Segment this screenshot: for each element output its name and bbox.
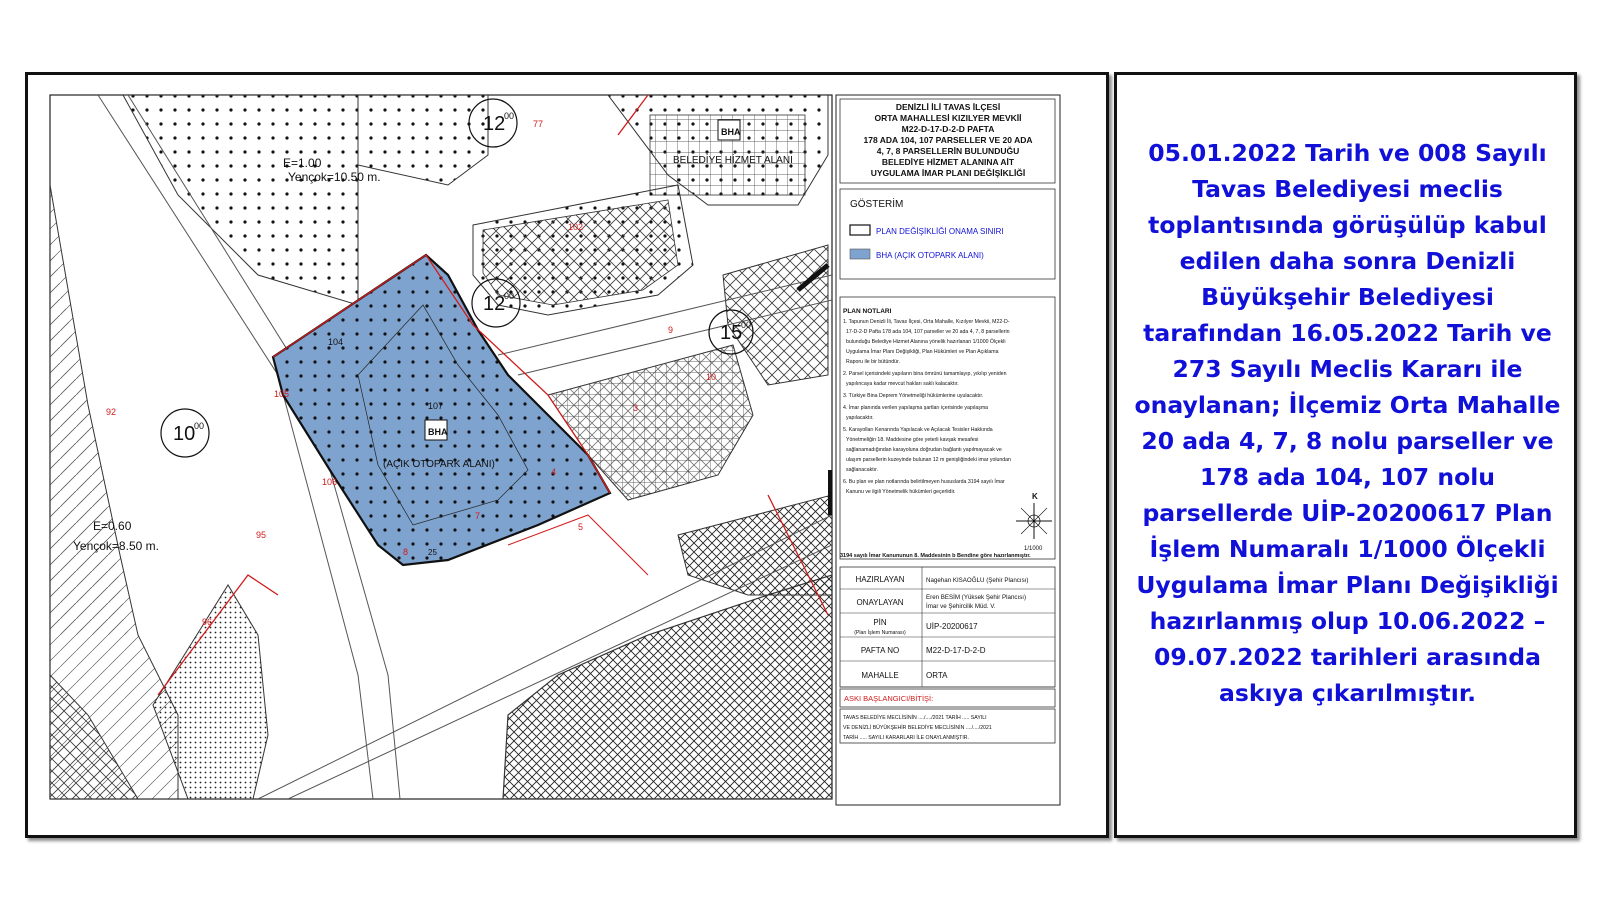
note-line: yapılıncaya kadar mevcut hakları saklı kalacaktır. xyxy=(846,381,959,387)
onaylayan-label: ONAYLAYAN xyxy=(856,598,904,607)
far-label: E=1.00 xyxy=(283,156,322,170)
note-line: sağlanacaktır. xyxy=(846,467,879,473)
pafta-value: M22-D-17-D-2-D xyxy=(926,646,986,655)
road-width-sup: 00 xyxy=(504,291,515,301)
onaylayan-value: İmar ve Şehircilik Müd. V. xyxy=(926,603,996,610)
road-width-sup: 00 xyxy=(504,111,515,121)
approval-note-line: TARİH ..... SAYILI KARARLARI İLE ONAYLANMIŞTIR. xyxy=(843,735,969,741)
note-line: 4. İmar planında verilen yapılaşma şartları içerisinde yapılaşma xyxy=(843,405,989,411)
parcel-number: 92 xyxy=(106,407,117,417)
hazirlayan-label: HAZIRLAYAN xyxy=(855,575,905,584)
legend-boundary-label: PLAN DEĞİŞİKLİĞİ ONAMA SINIRI xyxy=(876,227,1004,236)
parcel-number: 7 xyxy=(475,511,481,521)
parcel-number: 25 xyxy=(428,548,437,557)
parcel-number: 104 xyxy=(328,337,344,347)
parcel-number: 105 xyxy=(274,389,290,399)
parcel-number: 95 xyxy=(256,530,267,540)
service-area-label: BELEDİYE HİZMET ALANI xyxy=(673,155,793,166)
aski-label: ASKI BAŞLANGICI/BİTİŞİ: xyxy=(844,694,934,703)
parcel-number: 5 xyxy=(578,522,584,532)
note-line: Raporu ile bir bütündür. xyxy=(846,359,900,365)
parking-label: (AÇIK OTOPARK ALANI) xyxy=(383,459,495,470)
zoning-plan-panel xyxy=(25,72,1109,838)
height-label: Yençok=10.50 m. xyxy=(288,170,381,184)
parcel-number: 106 xyxy=(322,477,338,487)
pin-sublabel: (Plan İşlem Numarası) xyxy=(854,630,906,636)
announcement-panel xyxy=(1114,72,1577,838)
parking-swatch xyxy=(850,249,870,259)
mahalle-label: MAHALLE xyxy=(861,671,899,680)
mahalle-value: ORTA xyxy=(926,671,948,680)
note-line: bulunduğu Belediye Hizmet Alanına yönelik hazırlanan 1/1000 Ölçekli xyxy=(846,339,1006,345)
height-label: Yençok=8.50 m. xyxy=(73,539,159,553)
parcel-number: 107 xyxy=(428,401,444,411)
note-line: Kanunu ve ilgili Yönetmelik hükümleri geçerlidir. xyxy=(846,489,956,495)
plan-notes-heading: PLAN NOTLARI xyxy=(843,308,892,315)
note-line: 6. Bu plan ve plan notlarında belirtilmeyen hususlarda 3194 sayılı İmar xyxy=(843,479,1005,485)
plan-title-line: DENİZLİ İLİ TAVAS İLÇESİ xyxy=(895,102,1001,112)
legend-parking-label: BHA (AÇIK OTOPARK ALANI) xyxy=(876,251,984,260)
plan-title-line: 178 ADA 104, 107 PARSELLER VE 20 ADA xyxy=(863,135,1033,145)
hazirlayan-value: Nagehan KISAOĞLU (Şehir Plancısı) xyxy=(926,577,1029,584)
road-width-label: 10 xyxy=(173,423,196,445)
north-label: K xyxy=(1032,492,1038,501)
pafta-label: PAFTA NO xyxy=(860,646,900,655)
plan-title-line: M22-D-17-D-2-D PAFTA xyxy=(901,124,995,134)
note-line: yapılacaktır. xyxy=(846,415,874,421)
parcel-number: 8 xyxy=(403,547,409,557)
note-line: ulaşım parsellerin kuzeyinde bulunan 12 m genişliğindeki imar yolundan xyxy=(846,457,1011,463)
zoning-plan-drawing xyxy=(28,75,1106,835)
parcel-number: 9 xyxy=(668,325,674,335)
approval-table xyxy=(840,567,1055,687)
road-width-label: 12 xyxy=(483,293,506,315)
road-width-label: 12 xyxy=(483,113,506,135)
parcel-number: 77 xyxy=(533,119,544,129)
parcel-number: 10 xyxy=(706,372,717,382)
parcel-number: 96 xyxy=(202,617,213,627)
plan-title-line: BELEDİYE HİZMET ALANINA AİT xyxy=(881,157,1015,167)
onaylayan-value: Eren BESİM (Yüksek Şehir Plancısı) xyxy=(926,594,1027,601)
approval-note-line: TAVAS BELEDİYE MECLİSİNİN ..../..../2021 TARİH ..... SAYILI xyxy=(843,715,987,721)
plan-title-line: 4, 7, 8 PARSELLERİN BULUNDUĞU xyxy=(876,146,1020,156)
parcel-number: 3 xyxy=(633,403,639,413)
title-block xyxy=(836,95,1060,805)
note-line: 3. Türkiye Bina Deprem Yönetmeliği hükümlerine uyulacaktır. xyxy=(843,393,984,399)
bha-label: BHA xyxy=(428,427,448,437)
note-line: 17-D-2-D Pafta 178 ada 104, 107 parseller ve 20 ada 4, 7, 8 parsellerin xyxy=(846,329,1010,335)
plan-title-line: UYGULAMA İMAR PLANI DEĞİŞİKLİĞİ xyxy=(870,168,1026,178)
note-line: 5. Karayolları Kenarında Yapılacak ve Açılacak Tesisler Hakkında xyxy=(843,427,993,433)
road-width-sup: 00 xyxy=(194,421,205,431)
scale-label: 1/1000 xyxy=(1024,546,1043,552)
parcel-number: 4 xyxy=(551,467,557,477)
plan-footnote: 3194 sayılı İmar Kanununun 8. Maddesinin b Bendine göre hazırlanmıştır. xyxy=(840,553,1031,559)
approval-note-line: VE DENİZLİ BÜYÜKŞEHİR BELEDİYE MECLİSİNİN ..../..../2021 xyxy=(843,725,992,731)
bha-label: BHA xyxy=(721,127,741,137)
road-width-sup: 00 xyxy=(741,320,752,330)
far-label: E=0.60 xyxy=(93,519,132,533)
note-line: Yönetmeliğin 18. Maddesine göre yeterli kavşak mesafesi xyxy=(846,437,979,443)
announcement-text: 05.01.2022 Tarih ve 008 Sayılı Tavas Belediyesi meclis toplantısında görüşülüp kabul edilen daha sonra Denizli Büyükşehir Belediyesi tarafından 16.05.2022 Tarih ve 273 Sayılı Meclis Kararı ile onaylanan; İlçemiz Orta Mahalle 20 ada 4, 7, 8 nolu parseller ve 178 ada 104, 107 nolu parsellerde UİP-20200617 Plan İşlem Numaralı 1/1000 Ölçekli Uygulama İmar Planı Değişikliği hazırlanmış olup 10.06.2022 – 09.07.2022 tarihleri arasında askıya çıkarılmıştır. xyxy=(1134,139,1561,707)
note-line: 1. Tapunun Denizli İli, Tavas İlçesi, Orta Mahalle, Kızılyer Mevkii, M22-D- xyxy=(843,319,1010,325)
note-line: Uygulama İmar Planı Değişikliği, Plan Hükümleri ve Plan Açıklama xyxy=(846,349,999,355)
note-line: 2. Parsel içerisindeki yapıların bina ömrünü tamamlayıp, yıkılıp yeniden xyxy=(843,371,1007,377)
pin-label: PİN xyxy=(873,618,887,627)
boundary-swatch xyxy=(850,225,870,235)
pin-value: UİP-20200617 xyxy=(926,622,978,631)
parcel-number: 102 xyxy=(568,222,584,232)
legend-heading: GÖSTERİM xyxy=(850,199,904,210)
plan-title-line: ORTA MAHALLESİ KIZILYER MEVKİİ xyxy=(874,113,1022,123)
road-width-label: 15 xyxy=(720,322,743,344)
note-line: sağlanamadığından karayoluna doğrudan bağlantı yapılmayacak ve xyxy=(846,447,1002,453)
